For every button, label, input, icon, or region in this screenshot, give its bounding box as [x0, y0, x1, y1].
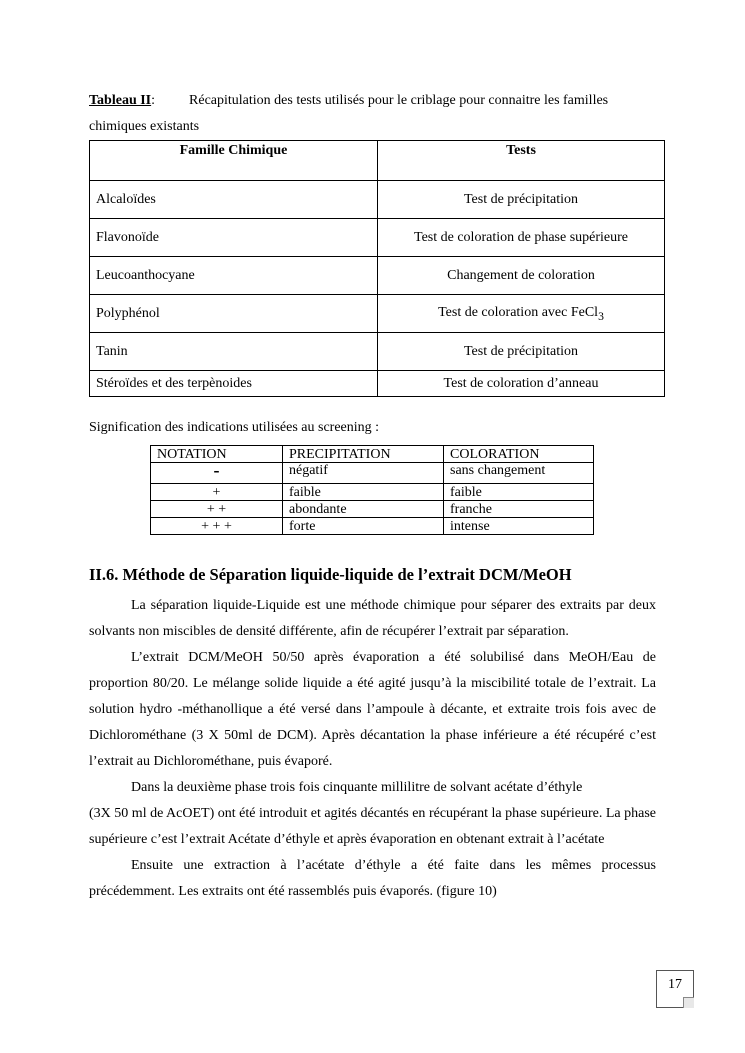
table-header-row: [90, 141, 665, 181]
table-row: [90, 181, 665, 219]
family-cell: Tanin: [90, 333, 378, 371]
notation-cell: + +: [151, 501, 283, 518]
table-row: [90, 333, 665, 371]
table-row: [90, 371, 665, 397]
precipitation-cell: négatif: [283, 463, 444, 484]
table-row: [90, 257, 665, 295]
caption-text: Récapitulation des tests utilisés pour le criblage pour connaitre les familles chimiques existants: [89, 93, 609, 134]
families-tests-table: [89, 140, 665, 397]
body-text: [89, 593, 656, 905]
test-cell: Test de précipitation: [378, 181, 665, 219]
paragraph: L’extrait DCM/MeOH 50/50 après évaporation a été solubilisé dans MeOH/Eau de proportion 80/20. Le mélange solide liquide a été agité jusqu’à la miscibilité totale de l’extrait. La solution hydro -méthanollique a été versé dans l’ampoule à décante, et extraite trois fois avec de Dichlorométhane (3 X 50ml de DCM). Après décantation la phase inférieure a été récupéré c’est l’extrait au Dichlorométhane, puis évaporé.: [89, 650, 656, 769]
family-cell: Flavonoïde: [90, 219, 378, 257]
test-cell: Test de précipitation: [378, 333, 665, 371]
coloration-cell: sans changement: [444, 463, 594, 484]
test-cell: [378, 295, 665, 333]
page-number: 17: [668, 977, 682, 992]
page-number-box: [656, 970, 694, 1008]
legend-header-coloration: COLORATION: [444, 446, 594, 463]
family-cell: Leucoanthocyane: [90, 257, 378, 295]
test-cell: Changement de coloration: [378, 257, 665, 295]
caption-label: Tableau II: [89, 93, 152, 108]
paragraph: (3X 50 ml de AcOET) ont été introduit et agités décantés en récupérant la phase supérieure. La phase supérieure c’est l’extrait Acétate d’éthyle et après évaporation en obtenant extrait à l’acétate: [89, 806, 656, 847]
test-text: Test de coloration avec FeCl: [438, 304, 599, 320]
legend-table: [150, 445, 594, 535]
precipitation-cell: faible: [283, 484, 444, 501]
section-title: II.6. Méthode de Séparation liquide-liquide de l’extrait DCM/MeOH: [89, 565, 572, 584]
coloration-cell: franche: [444, 501, 594, 518]
legend-row: [151, 463, 594, 484]
signification-text: Signification des indications utilisées au screening :: [89, 420, 380, 435]
header-tests: Tests: [378, 141, 665, 181]
caption-colon: :: [151, 93, 156, 108]
precipitation-cell: abondante: [283, 501, 444, 518]
notation-cell: -: [151, 463, 283, 484]
legend-row: [151, 518, 594, 535]
test-cell: Test de coloration d’anneau: [378, 371, 665, 397]
family-cell: Polyphénol: [90, 295, 378, 333]
test-cell: Test de coloration de phase supérieure: [378, 219, 665, 257]
test-subscript: 3: [598, 309, 604, 323]
paragraph: Ensuite une extraction à l’acétate d’éthyle a été faite dans les mêmes processus précédemment. Les extraits ont été rassemblés puis évaporés. (figure 10): [89, 858, 656, 899]
precipitation-cell: forte: [283, 518, 444, 535]
notation-cell: +: [151, 484, 283, 501]
notation-cell: + + +: [151, 518, 283, 535]
legend-row: [151, 501, 594, 518]
paragraph: La séparation liquide-Liquide est une méthode chimique pour séparer des extraits par deux solvants non miscibles de densité différente, afin de récupérer l’extrait par séparation.: [89, 598, 656, 639]
family-cell: Alcaloïdes: [90, 181, 378, 219]
coloration-cell: faible: [444, 484, 594, 501]
legend-header-precipitation: PRECIPITATION: [283, 446, 444, 463]
page-fold-icon: [683, 997, 694, 1008]
header-famille: Famille Chimique: [90, 141, 378, 181]
table-caption: [89, 88, 664, 140]
legend-row: [151, 484, 594, 501]
family-cell: Stéroïdes et des terpènoides: [90, 371, 378, 397]
coloration-cell: intense: [444, 518, 594, 535]
paragraph: Dans la deuxième phase trois fois cinquante millilitre de solvant acétate d’éthyle: [131, 780, 583, 795]
legend-header-notation: NOTATION: [151, 446, 283, 463]
table-row: [90, 295, 665, 333]
table-row: [90, 219, 665, 257]
